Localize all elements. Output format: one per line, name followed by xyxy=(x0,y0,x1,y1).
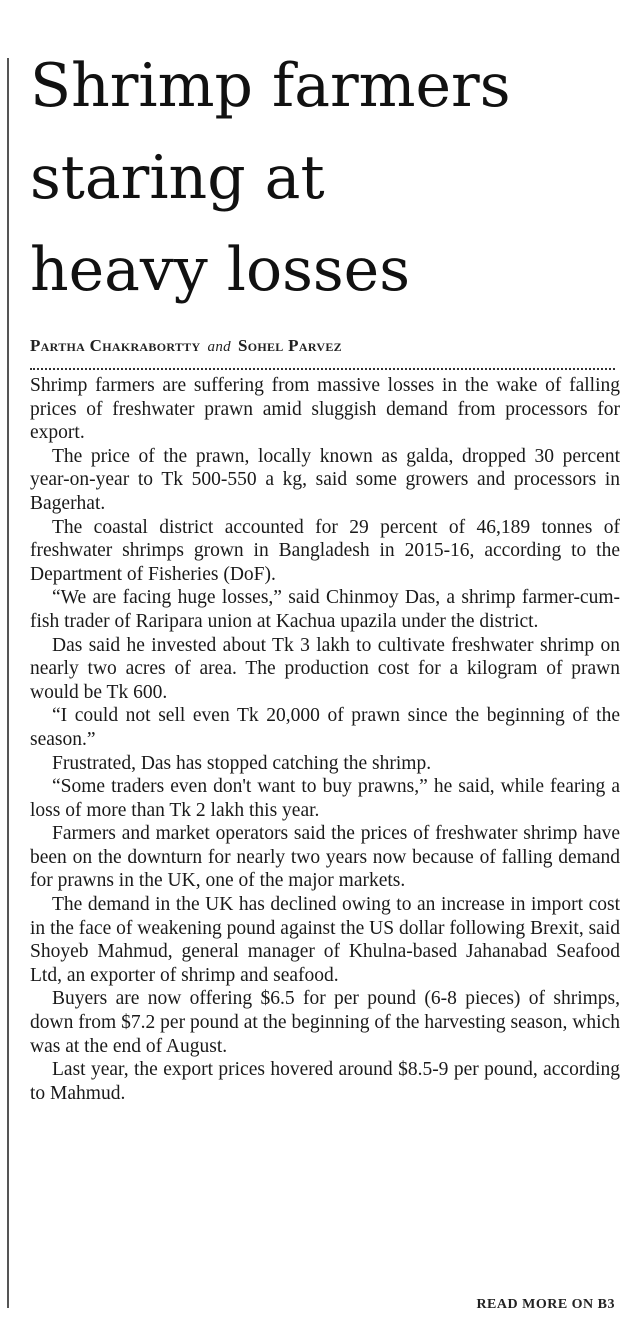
headline-line-1: Shrimp farmers xyxy=(30,51,511,121)
paragraph: Frustrated, Das has stopped catching the shrimp. xyxy=(52,752,432,774)
paragraph: The demand in the UK has declined owing to an increase in import cost in the face of weakening pound against the US dollar following Brexit, said Shoyeb Mahmud, general manager of Khulna-based Jahanabad Seafood Ltd, an exporter of shrimp and seafood. xyxy=(30,894,620,986)
headline xyxy=(30,40,620,316)
author-1: Partha Chakrabortty xyxy=(30,336,201,355)
byline xyxy=(30,336,620,356)
headline-line-2: staring at xyxy=(30,143,325,213)
author-2: Sohel Parvez xyxy=(237,336,342,355)
paragraph: Das said he invested about Tk 3 lakh to cultivate freshwater shrimp on nearly two acres of area. The production cost for a kilogram of prawn would be Tk 600. xyxy=(30,634,620,703)
byline-conjunction: and xyxy=(207,339,231,355)
paragraph: Buyers are now offering $6.5 for per pound (6-8 pieces) of shrimps, down from $7.2 per pound at the beginning of the harvesting season, which was at the end of August. xyxy=(30,988,620,1057)
paragraph: The price of the prawn, locally known as galda, dropped 30 percent year-on-year to Tk 500-550 a kg, said some growers and processors in Bagerhat. xyxy=(30,445,620,514)
dotted-divider xyxy=(30,368,615,370)
headline-line-3: heavy losses xyxy=(30,235,410,305)
paragraph: “We are facing huge losses,” said Chinmoy Das, a shrimp farmer-cum-fish trader of Raripara union at Kachua upazila under the district. xyxy=(30,587,620,632)
paragraph: Shrimp farmers are suffering from massive losses in the wake of falling prices of freshwater prawn amid sluggish demand from processors for export. xyxy=(30,375,620,444)
read-more-jump: READ MORE ON B3 xyxy=(476,1297,615,1312)
paragraph: Last year, the export prices hovered around $8.5-9 per pound, according to Mahmud. xyxy=(30,1059,620,1104)
paragraph: Farmers and market operators said the prices of freshwater shrimp have been on the downturn for nearly two years now because of falling demand for prawns in the UK, one of the major markets. xyxy=(30,823,620,892)
paragraph: The coastal district accounted for 29 percent of 46,189 tonnes of freshwater shrimps grown in Bangladesh in 2015-16, according to the Department of Fisheries (DoF). xyxy=(30,516,620,585)
paragraph: “I could not sell even Tk 20,000 of prawn since the beginning of the season.” xyxy=(30,705,620,750)
news-article xyxy=(30,40,620,1105)
paragraph: “Some traders even don't want to buy prawns,” he said, while fearing a loss of more than Tk 2 lakh this year. xyxy=(30,776,620,821)
article-body xyxy=(30,374,620,1105)
column-rule xyxy=(7,58,9,1308)
